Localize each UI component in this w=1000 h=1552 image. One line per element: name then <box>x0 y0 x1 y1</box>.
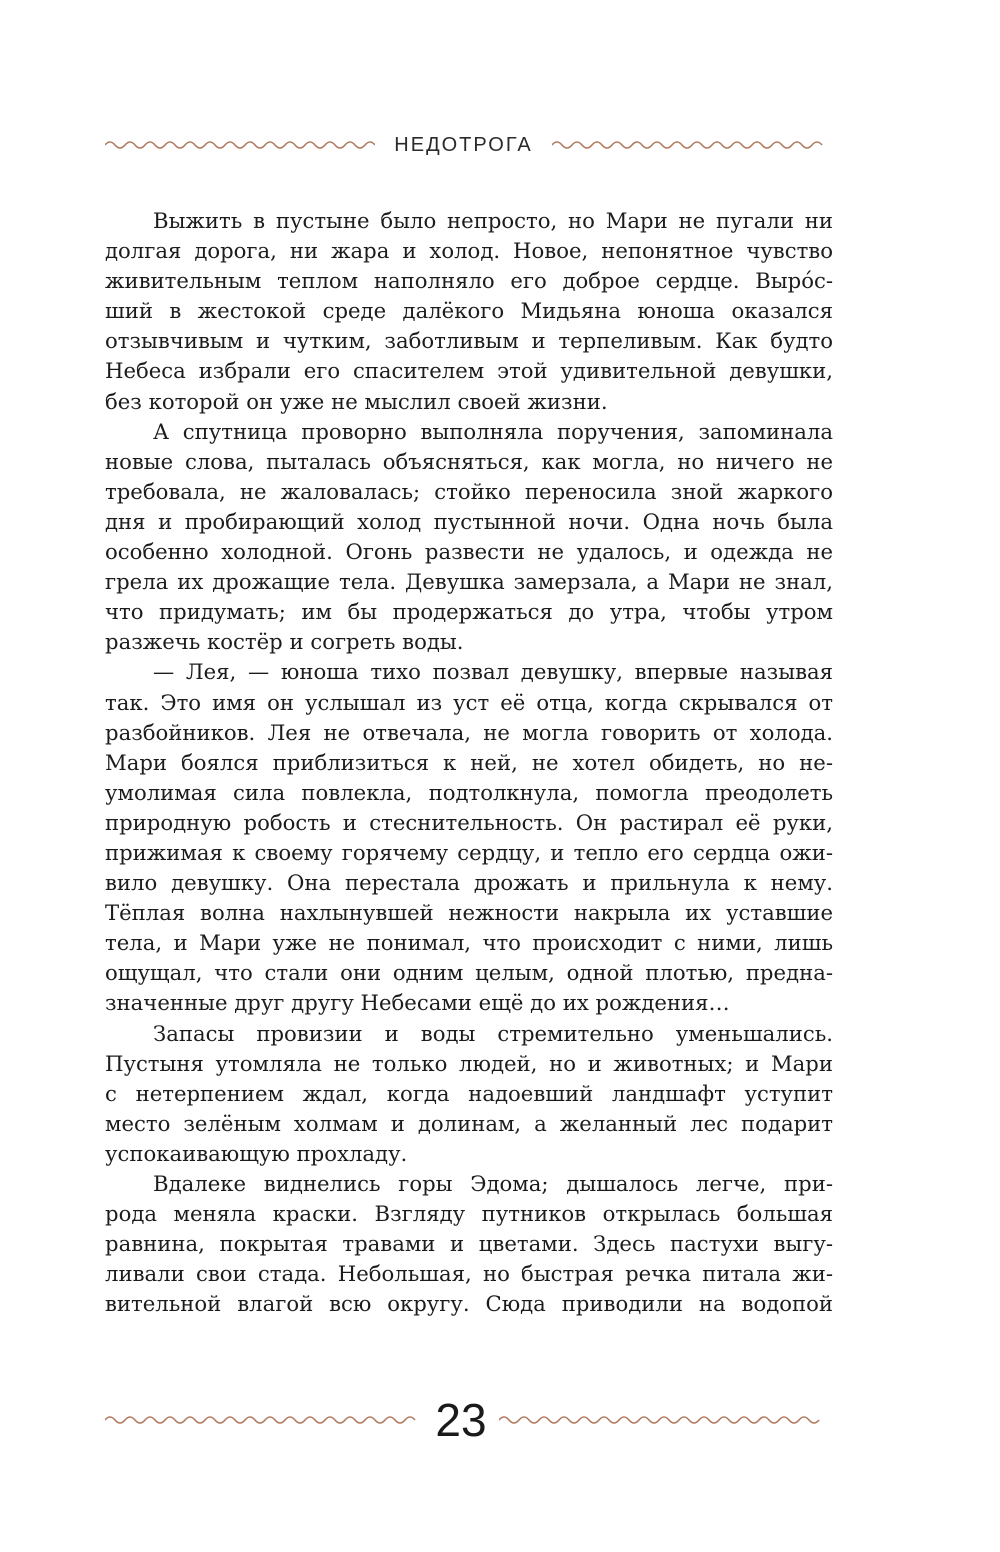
text-line: новые слова, пыталась объясняться, как могла, но ничего не <box>105 448 833 474</box>
text-line: особенно холодной. Огонь развести не удалось, и одежда не <box>105 539 833 565</box>
text-line: дня и пробирающий холод пустынной ночи. Одна ночь была <box>105 508 833 534</box>
text-line: природную робость и стеснительность. Он растирал её руки, <box>105 809 833 835</box>
text-line: Тёплая волна нахлынувшей нежности накрыла их уставшие <box>105 900 833 926</box>
text-line: рода меняла краски. Взгляду путников открылась большая <box>105 1201 833 1227</box>
text-line: Вдалеке виднелись горы Эдома; дышалось легче, при- <box>153 1171 833 1196</box>
text-line: с нетерпением ждал, когда надоевший ландшафт уступит <box>105 1080 833 1106</box>
text-line: живительным теплом наполняло его доброе сердце. Выро́с- <box>105 268 833 294</box>
text-line: тела, и Мари уже не понимал, что происходит с ними, лишь <box>105 930 833 956</box>
text-line: вительной влагой всю округу. Сюда приводили на водопой <box>105 1291 833 1317</box>
text-line: А спутница проворно выполняла поручения, запоминала <box>153 418 833 444</box>
text-line: значенные друг другу Небесами ещё до их рождения… <box>105 990 730 1016</box>
text-line: грела их дрожащие тела. Девушка замерзала, а Мари не знал, <box>105 569 833 595</box>
text-line: умолимая сила повлекла, подтолкнула, помогла преодолеть <box>105 779 833 805</box>
right-wave-ornament <box>552 138 827 152</box>
text-line: равнина, покрытая травами и цветами. Здесь пастухи выгу- <box>105 1231 833 1257</box>
text-line: место зелёным холмам и долинам, а желанный лес подарит <box>105 1110 833 1136</box>
text-line: Выжить в пустыне было непросто, но Мари не пугали ни <box>153 208 833 233</box>
text-line: вило девушку. Она перестала дрожать и прильнула к нему. <box>105 870 833 896</box>
text-line: разбойников. Лея не отвечала, не могла говорить от холода. <box>105 719 833 745</box>
text-line: отзывчивым и чутким, заботливым и терпеливым. Как будто <box>105 328 833 354</box>
text-line: что придумать; им бы продержаться до утра, чтобы утром <box>105 599 833 625</box>
body-text <box>105 206 833 1319</box>
text-line: без которой он уже не мыслил своей жизни. <box>105 388 608 414</box>
left-wave-ornament <box>105 138 375 152</box>
text-line: — Лея, — юноша тихо позвал девушку, впервые называя <box>153 659 833 685</box>
text-line: требовала, не жаловалась; стойко переносила зной жаркого <box>105 478 833 504</box>
page-header-title: НЕДОТРОГА <box>394 133 533 156</box>
text-line: Запасы провизии и воды стремительно уменьшались. <box>153 1020 833 1046</box>
text-line: Мари боялся приблизиться к ней, не хотел обидеть, но не- <box>105 749 833 775</box>
text-line: разжечь костёр и согреть воды. <box>105 629 464 655</box>
text-line: так. Это имя он услышал из уст её отца, когда скрывался от <box>105 689 833 715</box>
left-wave-ornament <box>105 1413 423 1427</box>
page-number: 23 <box>435 1394 487 1446</box>
text-line: прижимая к своему горячему сердцу, и тепло его сердца ожи- <box>105 839 833 865</box>
text-line: Пустыня утомляла не только людей, но и животных; и Мари <box>105 1050 833 1076</box>
text-line: ший в жестокой среде далёкого Мидьяна юноша оказался <box>105 298 833 324</box>
running-header <box>105 128 827 162</box>
text-line: ощущал, что стали они одним целым, одной плотью, предна- <box>105 960 833 986</box>
text-line: ливали свои стада. Небольшая, но быстрая речка питала жи- <box>105 1261 833 1287</box>
text-line: успокаивающую прохладу. <box>105 1140 408 1166</box>
text-line: долгая дорога, ни жара и холод. Новое, непонятное чувство <box>105 238 833 264</box>
right-wave-ornament <box>499 1413 827 1427</box>
text-line: Небеса избрали его спасителем этой удивительной девушки, <box>105 358 833 384</box>
page-footer <box>105 1390 827 1450</box>
